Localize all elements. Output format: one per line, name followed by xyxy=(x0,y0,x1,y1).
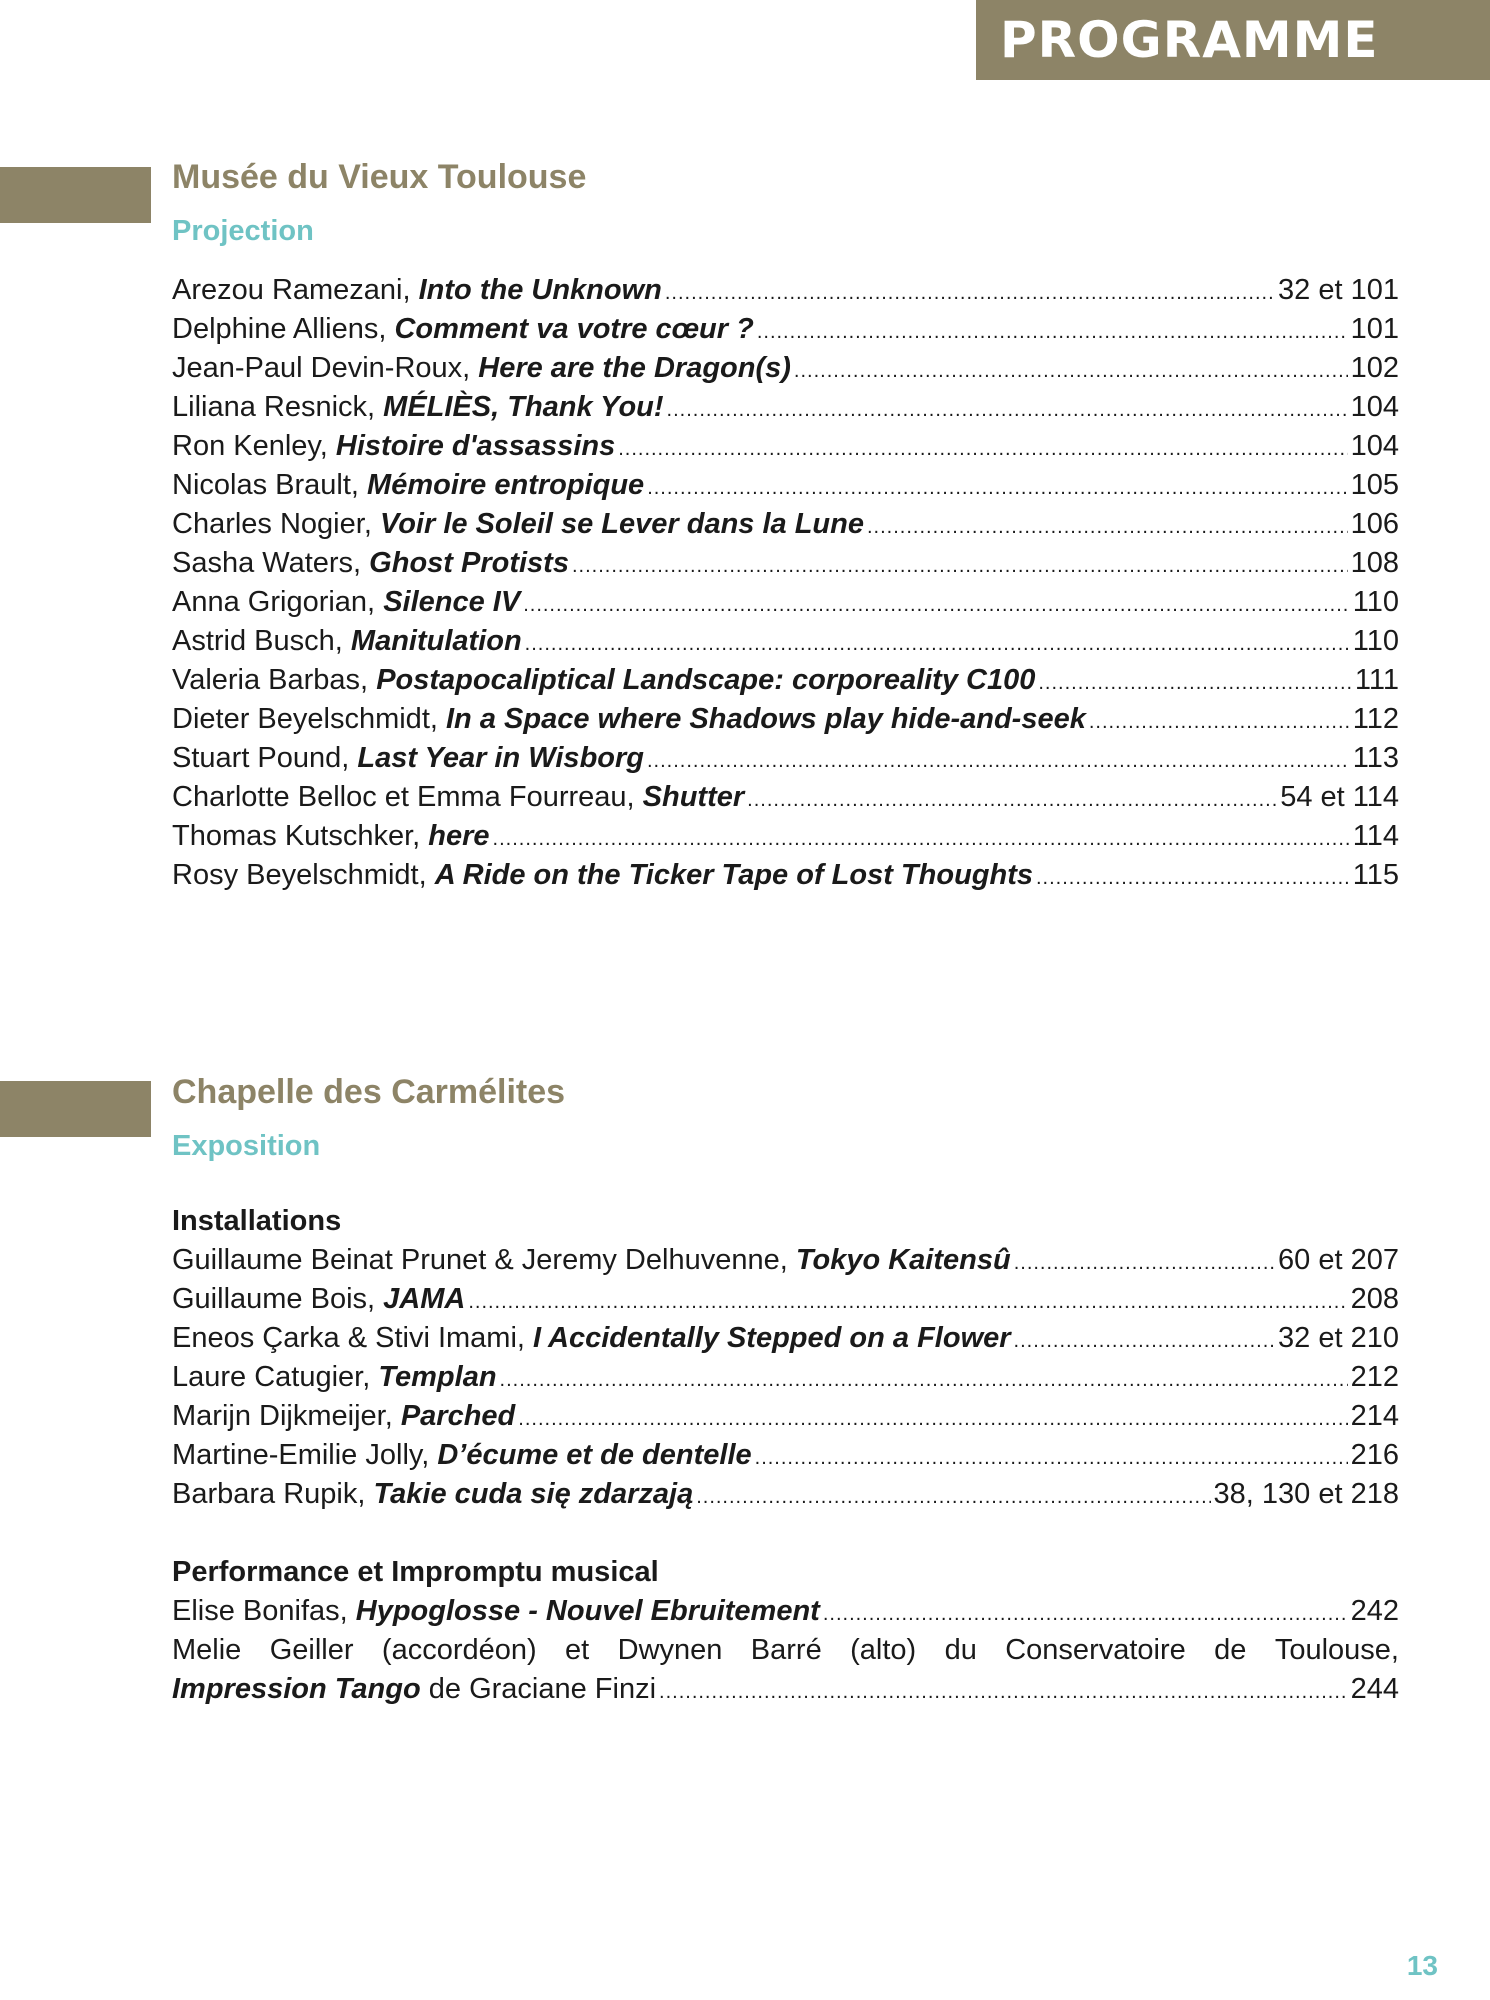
exposition-list xyxy=(172,1202,1399,1709)
entry-author: Laure Catugier, xyxy=(172,1361,371,1393)
entry-page: 111 xyxy=(1354,664,1399,696)
list-item xyxy=(172,1319,1399,1358)
entry-page: 32 et 210 xyxy=(1278,1322,1399,1354)
entry-work: Into the Unknown xyxy=(418,274,662,306)
list-item xyxy=(172,427,1399,466)
list-item xyxy=(172,1397,1399,1436)
word: Toulouse, xyxy=(1274,1634,1399,1666)
list-item xyxy=(172,1241,1399,1280)
dot-leader xyxy=(518,1400,1347,1436)
projection-list xyxy=(172,271,1399,895)
entry-work: Voir le Soleil se Lever dans la Lune xyxy=(379,508,864,540)
dot-leader xyxy=(823,1595,1348,1631)
entry-author: Astrid Busch, xyxy=(172,625,343,657)
entry-author: Guillaume Beinat Prunet & Jeremy Delhuvenne, xyxy=(172,1244,788,1276)
dot-leader xyxy=(1036,859,1350,895)
list-item xyxy=(172,1475,1399,1514)
entry-work: A Ride on the Ticker Tape of Lost Thoughts xyxy=(434,859,1033,891)
dot-leader xyxy=(525,625,1350,661)
section-subtitle: Exposition xyxy=(172,1130,321,1162)
entry-page: 104 xyxy=(1350,430,1399,462)
entry-page: 212 xyxy=(1350,1361,1399,1393)
entry-author: Valeria Barbas, xyxy=(172,664,369,696)
entry-work: Postapocaliptical Landscape: corporeality C100 xyxy=(376,664,1036,696)
entry-author: Thomas Kutschker, xyxy=(172,820,421,852)
entry-page: 244 xyxy=(1350,1673,1399,1705)
list-item xyxy=(172,622,1399,661)
entry-author: Charles Nogier, xyxy=(172,508,372,540)
entry-page: 112 xyxy=(1352,703,1399,735)
entry-work: MÉLIÈS, Thank You! xyxy=(383,391,664,423)
dot-leader xyxy=(1014,1244,1275,1280)
entry-page: 110 xyxy=(1352,586,1399,618)
list-item xyxy=(172,310,1399,349)
entry-page: 54 et 114 xyxy=(1280,781,1399,813)
entry-work: JAMA xyxy=(383,1283,466,1315)
entry-work: Here are the Dragon(s) xyxy=(478,352,791,384)
entry-rest: de Graciane Finzi xyxy=(428,1673,657,1705)
entry-work: here xyxy=(428,820,490,852)
entry-work: Comment va votre cœur ? xyxy=(394,313,754,345)
entry-page: 113 xyxy=(1352,742,1399,774)
dot-leader xyxy=(794,352,1348,388)
word: (accordéon) xyxy=(381,1634,537,1666)
dot-leader xyxy=(757,313,1348,349)
word: Geiller xyxy=(269,1634,354,1666)
dot-leader xyxy=(1089,703,1350,739)
entry-page: 110 xyxy=(1352,625,1399,657)
entry-author: Arezou Ramezani, xyxy=(172,274,411,306)
entry-page: 208 xyxy=(1350,1283,1399,1315)
dot-leader xyxy=(747,781,1277,817)
entry-page: 60 et 207 xyxy=(1278,1244,1399,1276)
entry-page: 104 xyxy=(1350,391,1399,423)
entry-author: Guillaume Bois, xyxy=(172,1283,376,1315)
list-item xyxy=(172,856,1399,895)
list-item xyxy=(172,466,1399,505)
list-item xyxy=(172,1358,1399,1397)
dot-leader xyxy=(755,1439,1348,1475)
entry-page: 115 xyxy=(1352,859,1399,891)
entry-author: Eneos Çarka & Stivi Imami, xyxy=(172,1322,525,1354)
entry-work: Silence IV xyxy=(383,586,521,618)
word: et xyxy=(565,1634,590,1666)
word: Melie xyxy=(172,1634,242,1666)
word: Barré xyxy=(750,1634,822,1666)
entry-work: Hypoglosse - Nouvel Ebruitement xyxy=(355,1595,820,1627)
spacer xyxy=(172,1514,1399,1553)
word: du xyxy=(944,1634,977,1666)
section-title: Chapelle des Carmélites xyxy=(172,1073,566,1111)
dot-leader xyxy=(647,742,1350,778)
entry-page: 38, 130 et 218 xyxy=(1213,1478,1399,1510)
list-item xyxy=(172,1436,1399,1475)
entry-work: Last Year in Wisborg xyxy=(357,742,644,774)
entry-work: Impression Tango xyxy=(172,1673,421,1705)
entry-work: Mémoire entropique xyxy=(367,469,645,501)
group-title: Installations xyxy=(172,1205,342,1237)
list-item xyxy=(172,661,1399,700)
entry-work: Manitulation xyxy=(350,625,522,657)
dot-leader xyxy=(867,508,1348,544)
list-item xyxy=(172,1670,1399,1709)
list-item xyxy=(172,739,1399,778)
entry-work: Ghost Protists xyxy=(369,547,569,579)
entry-work: D’écume et de dentelle xyxy=(437,1439,752,1471)
dot-leader xyxy=(618,430,1347,466)
entry-work: In a Space where Shadows play hide-and-seek xyxy=(446,703,1086,735)
entry-page: 214 xyxy=(1350,1400,1399,1432)
entry-author: Liliana Resnick, xyxy=(172,391,376,423)
entry-author: Ron Kenley, xyxy=(172,430,328,462)
dot-leader xyxy=(572,547,1348,583)
section-title: Musée du Vieux Toulouse xyxy=(172,158,587,196)
entry-work: Parched xyxy=(400,1400,516,1432)
page-number: 13 xyxy=(1406,1950,1438,1981)
installations-list xyxy=(172,1241,1399,1514)
section-subtitle: Projection xyxy=(172,215,314,247)
section-marker-bar xyxy=(0,167,151,223)
list-item xyxy=(172,1280,1399,1319)
word: Dwynen xyxy=(617,1634,723,1666)
entry-work: Templan xyxy=(378,1361,497,1393)
list-item xyxy=(172,817,1399,856)
entry-author: Martine-Emilie Jolly, xyxy=(172,1439,430,1471)
entry-page: 105 xyxy=(1350,469,1399,501)
dot-leader xyxy=(665,274,1275,310)
entry-author: Sasha Waters, xyxy=(172,547,362,579)
entry-page: 216 xyxy=(1350,1439,1399,1471)
entry-page: 106 xyxy=(1350,508,1399,540)
entry-author: Elise Bonifas, xyxy=(172,1595,348,1627)
entry-page: 101 xyxy=(1350,313,1399,345)
list-item xyxy=(172,271,1399,310)
list-item xyxy=(172,388,1399,427)
list-item xyxy=(172,349,1399,388)
entry-author: Dieter Beyelschmidt, xyxy=(172,703,438,735)
group-title: Performance et Impromptu musical xyxy=(172,1556,659,1588)
programme-header: PROGRAMME xyxy=(976,0,1490,80)
entry-author: Rosy Beyelschmidt, xyxy=(172,859,427,891)
word: Conservatoire xyxy=(1005,1634,1186,1666)
entry-page: 242 xyxy=(1350,1595,1399,1627)
entry-author: Nicolas Brault, xyxy=(172,469,359,501)
dot-leader xyxy=(523,586,1350,622)
entry-work: Shutter xyxy=(642,781,745,813)
entry-work: I Accidentally Stepped on a Flower xyxy=(533,1322,1011,1354)
dot-leader xyxy=(500,1361,1348,1397)
word: de xyxy=(1214,1634,1247,1666)
entry-work: Histoire d'assassins xyxy=(335,430,616,462)
dot-leader xyxy=(696,1478,1210,1514)
list-item xyxy=(172,505,1399,544)
entry-page: 114 xyxy=(1352,820,1399,852)
dot-leader xyxy=(1014,1322,1276,1358)
entry-author: Anna Grigorian, xyxy=(172,586,376,618)
entry-author: Jean-Paul Devin-Roux, xyxy=(172,352,471,384)
dot-leader xyxy=(493,820,1350,856)
dot-leader xyxy=(647,469,1347,505)
entry-page: 102 xyxy=(1350,352,1399,384)
word: (alto) xyxy=(850,1634,917,1666)
dot-leader xyxy=(1038,664,1352,700)
entry-author: Marijn Dijkmeijer, xyxy=(172,1400,393,1432)
list-item xyxy=(172,778,1399,817)
entry-author: Charlotte Belloc et Emma Fourreau, xyxy=(172,781,635,813)
entry-author: Delphine Alliens, xyxy=(172,313,387,345)
section-marker-bar xyxy=(0,1081,151,1137)
list-item xyxy=(172,700,1399,739)
entry-page: 108 xyxy=(1350,547,1399,579)
dot-leader xyxy=(659,1673,1348,1709)
list-item xyxy=(172,544,1399,583)
dot-leader xyxy=(667,391,1348,427)
dot-leader xyxy=(468,1283,1347,1319)
entry-author: Barbara Rupik, xyxy=(172,1478,366,1510)
entry-work: Takie cuda się zdarzają xyxy=(373,1478,694,1510)
entry-author: Stuart Pound, xyxy=(172,742,350,774)
list-item xyxy=(172,1592,1399,1631)
entry-page: 32 et 101 xyxy=(1278,274,1399,306)
entry-work: Tokyo Kaitensû xyxy=(795,1244,1011,1276)
justified-line xyxy=(172,1631,1399,1670)
list-item xyxy=(172,583,1399,622)
